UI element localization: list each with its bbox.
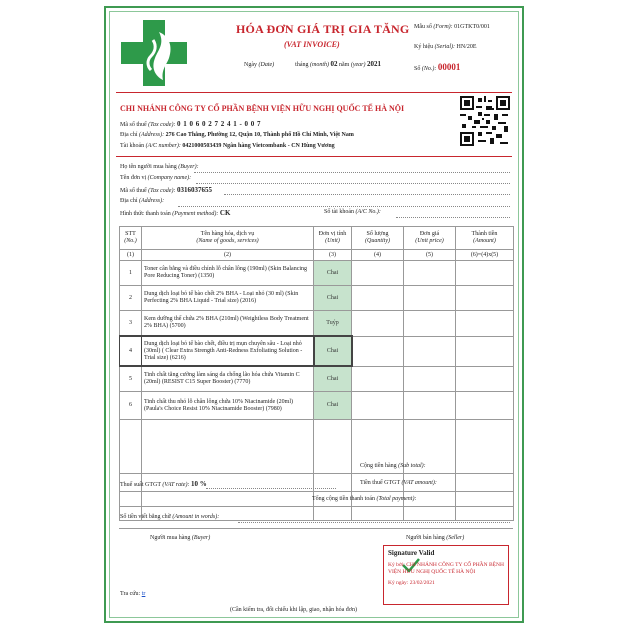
- form-number: Mẫu số (Form): 01GTKT0/001: [414, 24, 490, 30]
- sign-date: Ký ngày: 23/02/2021: [388, 580, 435, 586]
- header-amount: Thành tiền (Amount): [456, 227, 514, 250]
- buyer-tax: Mã số thuế (Tax code): 0316037655: [120, 186, 212, 194]
- buyer-name: Họ tên người mua hàng (Buyer):: [120, 164, 199, 170]
- table-row: 5 Tinh chất tăng cường làm sáng da chống lão hóa chứa Vitamin C (20ml) (RESIST C15 Super Booster) (7770) Chai: [120, 366, 514, 392]
- date-line: [244, 60, 381, 68]
- form-value: 01GTKT0/001: [454, 24, 490, 30]
- items-table: [119, 226, 514, 521]
- item-name: Tinh chất thu nhỏ lỗ chân lông chứa 10% Niacinamide (20ml) (Paula's Choice Resist 10% Niacinamide Booster) (7980): [142, 392, 314, 420]
- seller-name: CHI NHÁNH CÔNG TY CỔ PHẦN BỆNH VIỆN HỮU NGHỊ QUỐC TẾ HÀ NỘI: [120, 104, 405, 113]
- buyer-address: Địa chỉ (Address):: [120, 198, 165, 204]
- date-month-en: (month): [310, 62, 330, 68]
- header-divider: [116, 92, 512, 93]
- invoice-title: HÓA ĐƠN GIÁ TRỊ GIA TĂNG: [236, 22, 410, 36]
- header-no: STT (No.): [120, 227, 142, 250]
- date-day-label: Ngày: [244, 62, 257, 68]
- buyer-tax-line: [224, 194, 510, 195]
- buyer-signature-label: Người mua hàng (Buyer): [150, 535, 211, 541]
- item-name: Toner cân bằng và điều chỉnh lỗ chân lông (190ml) (Skin Balancing Pore Reducing Toner) (1350): [142, 261, 314, 286]
- buyer-company: Tên đơn vị (Company name):: [120, 175, 192, 181]
- vat-rate-value: 10 %: [190, 480, 207, 488]
- table-header-row: [120, 227, 514, 250]
- date-month-value: 02: [330, 60, 338, 68]
- table-row: 3 Kem dưỡng thể chứa 2% BHA (210ml) (Weightless Body Treatment 2% BHA) (5700) Tuýp: [120, 311, 514, 337]
- seller-signature-label: Người bán hàng (Seller): [406, 535, 465, 541]
- sign-date-value: 23/02/2021: [409, 580, 435, 586]
- subtotal: Cộng tiền hàng (Sub total):: [360, 463, 426, 469]
- table-row: 6 Tinh chất thu nhỏ lỗ chân lông chứa 10% Niacinamide (20ml) (Paula's Choice Resist 10% Niacinamide Booster) (7980) Chai: [120, 392, 514, 420]
- footer-note: (Cần kiểm tra, đối chiếu khi lập, giao, nhận hóa đơn): [230, 607, 357, 613]
- header-name: Tên hàng hóa, dịch vụ (Name of goods, services): [142, 227, 314, 250]
- buyer-tax-value: 0316037655: [176, 186, 212, 194]
- buyer-account-line: [396, 217, 510, 218]
- item-unit: Chai: [314, 261, 352, 286]
- table-row: 1 Toner cân bằng và điều chỉnh lỗ chân lông (190ml) (Skin Balancing Pore Reducing Toner) (1350) Chai: [120, 261, 514, 286]
- signature-valid-title: Signature Valid: [388, 549, 435, 557]
- serial-value: HN/20E: [456, 44, 477, 50]
- words-divider: [119, 528, 513, 529]
- serial-number: Ký hiệu (Serial): HN/20E: [414, 44, 477, 50]
- seller-divider: [116, 156, 512, 157]
- seller-tax: Mã số thuế (Tax code): 0 1 0 6 0 2 7 2 4 1 - 0 0 7: [120, 120, 262, 128]
- item-name: Dung dịch loại bỏ tế bào chết, điều trị mụn chuyên sâu - Loại nhỏ (30ml) ( Clear Extra Strength Anti-Redness Exfoliating Solution - Trial size) (6216): [142, 336, 314, 366]
- buyer-address-line: [178, 206, 510, 207]
- table-number-row: (1) (2) (3) (4) (5) (6)=(4)x(5): [120, 250, 514, 261]
- date-year-en: (year): [350, 62, 366, 68]
- seller-tax-value: 0 1 0 6 0 2 7 2 4 1 - 0 0 7: [176, 120, 262, 128]
- table-row: 2 Dung dịch loại bỏ tế bào chết 2% BHA - Loại nhỏ (30 ml) (Skin Perfecting 2% BHA Liquid - Trial size) (2016) Chai: [120, 286, 514, 311]
- date-year-label: năm: [339, 62, 350, 68]
- total-divider: [119, 506, 513, 507]
- vat-divider: [119, 491, 513, 492]
- signed-by-value: CHI NHÁNH CÔNG TY CỔ PHẦN BỆNH VIỆN HỮU NGHỊ QUỐC TẾ HÀ NỘI: [388, 562, 504, 575]
- subtotal-divider: [119, 473, 513, 474]
- lookup: Tra cứu: tr: [120, 591, 146, 597]
- header-unit-price: Đơn giá (Unit price): [404, 227, 456, 250]
- invoice-subtitle: (VAT INVOICE): [284, 40, 340, 49]
- qr-code-icon: [460, 96, 510, 146]
- item-unit: Chai: [314, 336, 352, 366]
- payment-method: Hình thức thanh toán (Payment method): CK: [120, 209, 231, 217]
- payment-method-value: CK: [219, 209, 231, 217]
- item-name: Dung dịch loại bỏ tế bào chết 2% BHA - Loại nhỏ (30 ml) (Skin Perfecting 2% BHA Liquid - Trial size) (2016): [142, 286, 314, 311]
- table-row: 4 Dung dịch loại bỏ tế bào chết, điều trị mụn chuyên sâu - Loại nhỏ (30ml) ( Clear Extra Strength Anti-Redness Exfoliating Solution - Trial size) (6216) Chai: [120, 336, 514, 366]
- buyer-name-line: [194, 172, 510, 173]
- header-unit: Đơn vị tính (Unit): [314, 227, 352, 250]
- buyer-company-line: [196, 183, 510, 184]
- total-payment: Tổng cộng tiền thanh toán (Total payment):: [312, 496, 417, 502]
- item-unit: Tuýp: [314, 311, 352, 337]
- header-quantity: Số lượng (Quantity): [352, 227, 404, 250]
- buyer-account: Số tài khoản (A/C No.):: [324, 209, 381, 215]
- invoice-number: Số (No.): 00001: [414, 62, 461, 72]
- date-year-value: 2021: [367, 60, 382, 68]
- vat-amount: Tiền thuế GTGT (VAT amount):: [360, 480, 437, 486]
- lookup-link[interactable]: tr: [141, 591, 146, 597]
- item-unit: Chai: [314, 392, 352, 420]
- date-month-label: tháng: [295, 62, 309, 68]
- vat-rate: Thuế suất GTGT (VAT rate): 10 %: [120, 480, 207, 488]
- item-unit: Chai: [314, 366, 352, 392]
- seller-account: Tài khoản (A/C number): 0421000503439 Ngân hàng Vietcombank - CN Hùng Vương: [120, 143, 335, 149]
- seller-address: Địa chỉ (Address): 276 Cao Thắng, Phường 12, Quận 10, Thành phố Hồ Chí Minh, Việt Nam: [120, 132, 354, 138]
- vat-rate-line: [206, 488, 336, 489]
- hospital-logo-icon: [119, 18, 189, 88]
- item-name: Kem dưỡng thể chứa 2% BHA (210ml) (Weightless Body Treatment 2% BHA) (5700): [142, 311, 314, 337]
- seller-account-value: 0421000503439 Ngân hàng Vietcombank - CN Hùng Vương: [182, 143, 335, 149]
- invoice-sheet: [104, 6, 524, 623]
- amount-in-words: Số tiền viết bằng chữ (Amount in words):: [120, 514, 220, 520]
- amount-in-words-line: [238, 522, 510, 523]
- signature-valid-box: [383, 545, 509, 605]
- item-unit: Chai: [314, 286, 352, 311]
- date-day-en: (Date): [258, 62, 275, 68]
- signed-by: Ký bởi: CHI NHÁNH CÔNG TY CỔ PHẦN BỆNH VIỆN HỮU NGHỊ QUỐC TẾ HÀ NỘI: [388, 562, 504, 575]
- item-name: Tinh chất tăng cường làm sáng da chống lão hóa chứa Vitamin C (20ml) (RESIST C15 Super Booster) (7770): [142, 366, 314, 392]
- seller-address-value: 276 Cao Thắng, Phường 12, Quận 10, Thành phố Hồ Chí Minh, Việt Nam: [165, 132, 354, 138]
- invoice-number-value: 00001: [437, 62, 461, 72]
